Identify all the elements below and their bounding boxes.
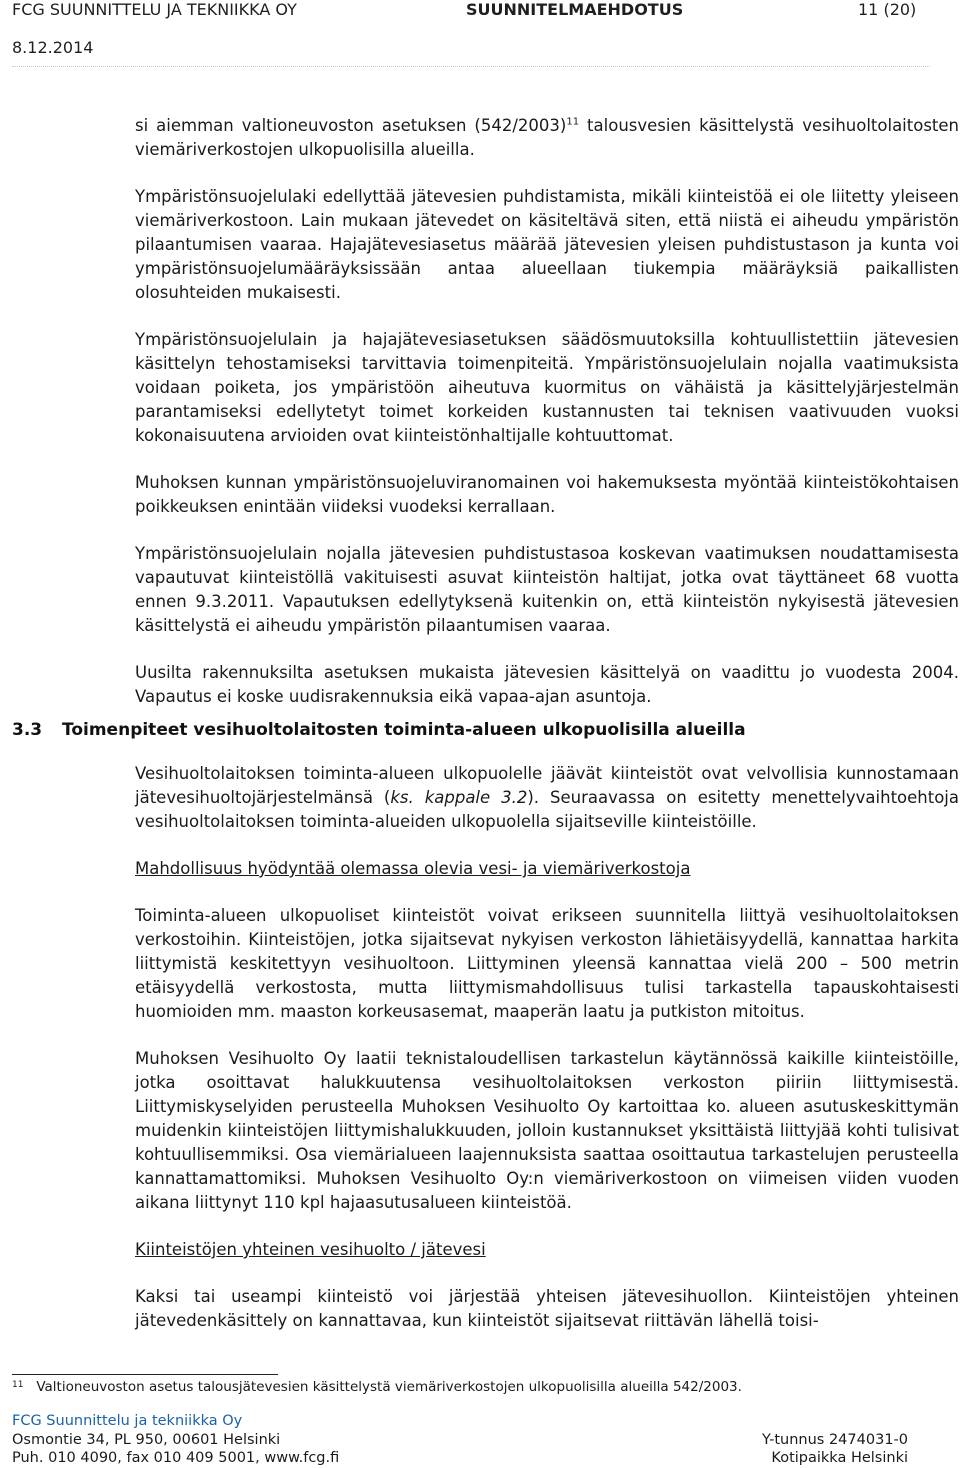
footer-contact: Puh. 010 4090, fax 010 409 5001, www.fcg.fi bbox=[12, 1450, 340, 1466]
footnote-text: Valtioneuvoston asetus talousjätevesien käsittelystä viemäriverkostojen ulkopuolisilla alueilla 542/2003. bbox=[36, 1379, 742, 1395]
paragraph: Ympäristönsuojelulain nojalla jätevesien puhdistustasoa koskevan vaatimuksen noudattamisesta vapautuvat kiinteistöllä vakituisesti asuvat kiinteistön haltijat, jotka ovat täyttäneet 68 vuotta ennen 9.3.2011. Vapautuksen edellytyksenä kuitenkin on, että kiinteistön nykyisestä jätevesien käsittelystä ei aiheudu ympäristön pilaantumisen vaaraa. bbox=[135, 544, 959, 635]
paragraph: Toiminta-alueen ulkopuoliset kiinteistöt voivat erikseen suunnitella liittyä vesihuoltolaitoksen verkostoihin. Kiinteistöjen, jotka sijaitsevat nykyisen verkoston lähietäisyydellä, kannattaa harkita liittymistä keskitettyyn vesihuoltoon. Liittyminen yleensä kannattaa vielä 200 – 500 metrin etäisyydellä verkostosta, mutta liittymismahdollisuus tulisi tarkastella tapauskohtaisesti huomioiden mm. maaston korkeusasemat, maaperän laatu ja putkiston mitoitus. bbox=[135, 906, 959, 1021]
section-intro-text-continued: ). Seuraavassa on esitetty menettelyvaihtoehtoja vesihuoltolaitoksen toiminta-alueiden ulkopuolella sijaitseville kiinteistöille. bbox=[135, 788, 960, 831]
paragraph: Muhoksen Vesihuolto Oy laatii teknistaloudellisen tarkastelun käytännössä kaikille kiinteistöille, jotka osoittavat halukkuutensa vesihuoltolaitoksen verkoston piiriin liittymisestä. Liittymiskyselyiden perusteella Muhoksen Vesihuolto Oy kartoittaa ko. alueen asutuskeskittymän muidenkin kiinteistöjen liittymishalukkuuden, jolloin kustannukset yksittäistä liittyjää kohti tulisivat kohtuullisemmiksi. Osa viemärialueen laajennuksista saattaa osoittautua tarkastelujen perusteella kannattamattomiksi. Muhoksen Vesihuolto Oy:n viemäriverkostoon on viimeisen viiden vuoden aikana liittynyt 110 kpl hajaasutusalueen kiinteistöä. bbox=[135, 1049, 959, 1212]
footnote-divider bbox=[12, 1374, 278, 1375]
footnote-ref[interactable]: 11 bbox=[566, 116, 580, 128]
intro-paragraph bbox=[135, 114, 959, 162]
cross-reference: ks. kappale 3.2 bbox=[390, 788, 528, 807]
body-top bbox=[135, 114, 959, 709]
paragraph: Uusilta rakennuksilta asetuksen mukaista jätevesien käsittelyä on vaadittu jo vuodesta 2004. Vapautus ei koske uudisrakennuksia eikä vapaa-ajan asuntoja. bbox=[135, 663, 959, 706]
header-divider bbox=[12, 66, 930, 67]
footnote-number: 11 bbox=[12, 1380, 24, 1390]
header-page-number: 11 (20) bbox=[858, 0, 917, 19]
section-number: 3.3 bbox=[12, 720, 43, 740]
subheading: Kiinteistöjen yhteinen vesihuolto / jätevesi bbox=[135, 1240, 486, 1259]
footnote bbox=[12, 1379, 742, 1395]
intro-text: si aiemman valtioneuvoston asetuksen (542/2003) bbox=[135, 116, 567, 135]
footer-address: Osmontie 34, PL 950, 00601 Helsinki bbox=[12, 1432, 281, 1448]
footer-company: FCG Suunnittelu ja tekniikka Oy bbox=[12, 1413, 243, 1429]
header-date: 8.12.2014 bbox=[12, 38, 94, 57]
subheading: Mahdollisuus hyödyntää olemassa olevia vesi- ja viemäriverkostoja bbox=[135, 859, 691, 878]
header-doc-type: SUUNNITELMAEHDOTUS bbox=[466, 0, 684, 19]
section-heading bbox=[12, 720, 746, 740]
body-bottom bbox=[135, 762, 959, 1333]
header-company: FCG SUUNNITTELU JA TEKNIIKKA OY bbox=[12, 0, 297, 19]
section-intro-text: Vesihuoltolaitoksen toiminta-alueen ulkopuolelle jäävät kiinteistöt ovat velvollisia kunnostamaan jätevesihuoltojärjestelmänsä ( bbox=[135, 764, 959, 807]
intro-text-continued: talousvesien käsittelystä vesihuoltolaitosten viemäriverkostojen ulkopuolisilla alueilla. bbox=[135, 116, 960, 159]
paragraph: Ympäristönsuojelulain ja hajajätevesiasetuksen säädösmuutoksilla kohtuullistettiin jätevesien käsittelyn tehostamiseksi tarvittavia toimenpiteitä. Ympäristönsuojelulain nojalla vaatimuksista voidaan poiketa, jos ympäristöön aiheutuva kuormitus on vähäistä ja käsittelyjärjestelmän parantamiseksi edellytetyt toimet korkeiden kustannusten tai teknisen vaativuuden vuoksi kokonaisuutena arvioiden ovat kiinteistönhaltijalle kohtuuttomat. bbox=[135, 330, 959, 445]
footer-domicile: Kotipaikka Helsinki bbox=[771, 1450, 908, 1466]
paragraph: Ympäristönsuojelulaki edellyttää jätevesien puhdistamista, mikäli kiinteistöä ei ole liitetty yleiseen viemäriverkostoon. Lain mukaan jätevedet on käsiteltävä siten, että niistä ei aiheudu ympäristön pilaantumisen vaaraa. Hajajätevesiasetus määrää jätevesien yleisen puhdistustason ja kunta voi ympäristönsuojelumääräyksissään antaa alueellaan tiukempia määräyksiä paikallisten olosuhteiden mukaisesti. bbox=[135, 187, 959, 302]
footer-business-id: Y-tunnus 2474031-0 bbox=[761, 1432, 908, 1448]
paragraph: Muhoksen kunnan ympäristönsuojeluviranomainen voi hakemuksesta myöntää kiinteistökohtaisen poikkeuksen enintään viideksi vuodeksi kerrallaan. bbox=[135, 473, 959, 516]
section-title: Toimenpiteet vesihuoltolaitosten toiminta-alueen ulkopuolisilla alueilla bbox=[62, 720, 746, 740]
section-intro-paragraph bbox=[135, 762, 959, 834]
paragraph: Kaksi tai useampi kiinteistö voi järjestää yhteisen jätevesihuollon. Kiinteistöjen yhteinen jätevedenkäsittely on kannattavaa, kun kiinteistöt sijaitsevat riittävän lähellä toisi- bbox=[135, 1287, 959, 1330]
